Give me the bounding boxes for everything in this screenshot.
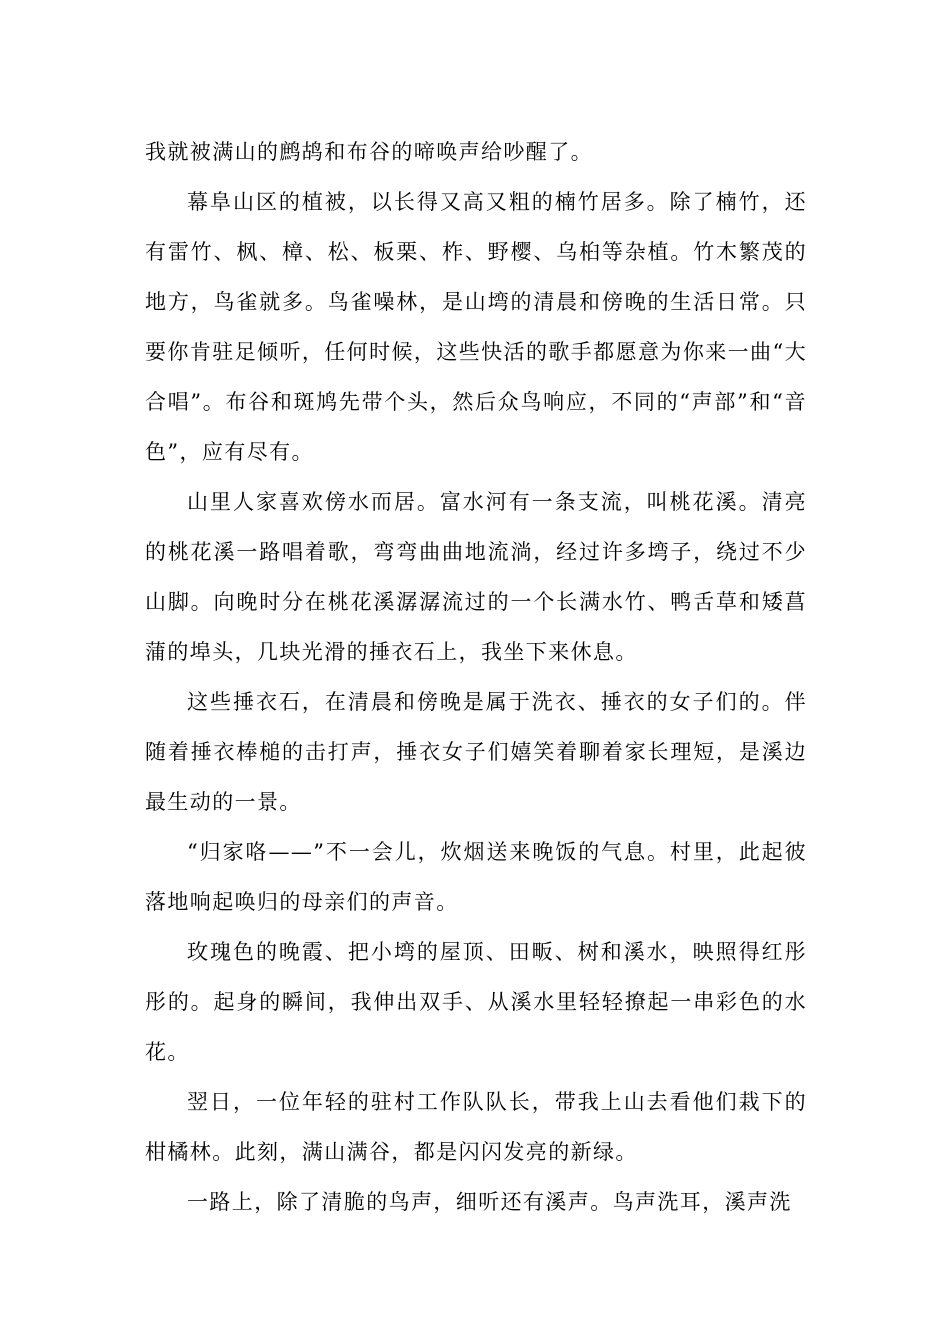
paragraph-7: 翌日，一位年轻的驻村工作队队长，带我上山去看他们栽下的柑橘林。此刻，满山满谷，都是闪闪发亮的新绿。 (145, 1090, 807, 1164)
paragraph-4: 这些捶衣石，在清晨和傍晚是属于洗衣、捶衣的女子们的。伴随着捶衣棒槌的击打声，捶衣女子们嬉笑着聊着家长理短，是溪边最生动的一景。 (145, 690, 807, 814)
paragraph-3: 山里人家喜欢傍水而居。富水河有一条支流，叫桃花溪。清亮的桃花溪一路唱着歌，弯弯曲曲地流淌，经过许多塆子，绕过不少山脚。向晚时分在桃花溪潺潺流过的一个长满水竹、鸭舌草和矮菖蒲的埠头，几块光滑的捶衣石上，我坐下来休息。 (145, 490, 807, 664)
paragraph-2: 幕阜山区的植被，以长得又高又粗的楠竹居多。除了楠竹，还有雷竹、枫、樟、松、板栗、柞、野樱、乌桕等杂植。竹木繁茂的地方，鸟雀就多。鸟雀噪林，是山塆的清晨和傍晚的生活日常。只要你肯驻足倾听，任何时候，这些快活的歌手都愿意为你来一曲“大合唱”。布谷和斑鸠先带个头，然后众鸟响应，不同的“声部”和“音色”，应有尽有。 (145, 190, 807, 464)
article-body (145, 127, 807, 1227)
paragraph-6: 玫瑰色的晚霞、把小塆的屋顶、田畈、树和溪水，映照得红彤彤的。起身的瞬间，我伸出双手、从溪水里轻轻撩起一串彩色的水花。 (145, 940, 807, 1064)
paragraph-5: “归家咯——”不一会儿，炊烟送来晚饭的气息。村里，此起彼落地响起唤归的母亲们的声音。 (145, 840, 807, 914)
paragraph-1: 我就被满山的鹧鸪和布谷的啼唤声给吵醒了。 (145, 140, 593, 164)
paragraph-8: 一路上，除了清脆的鸟声，细听还有溪声。鸟声洗耳，溪声洗 (187, 1190, 792, 1214)
